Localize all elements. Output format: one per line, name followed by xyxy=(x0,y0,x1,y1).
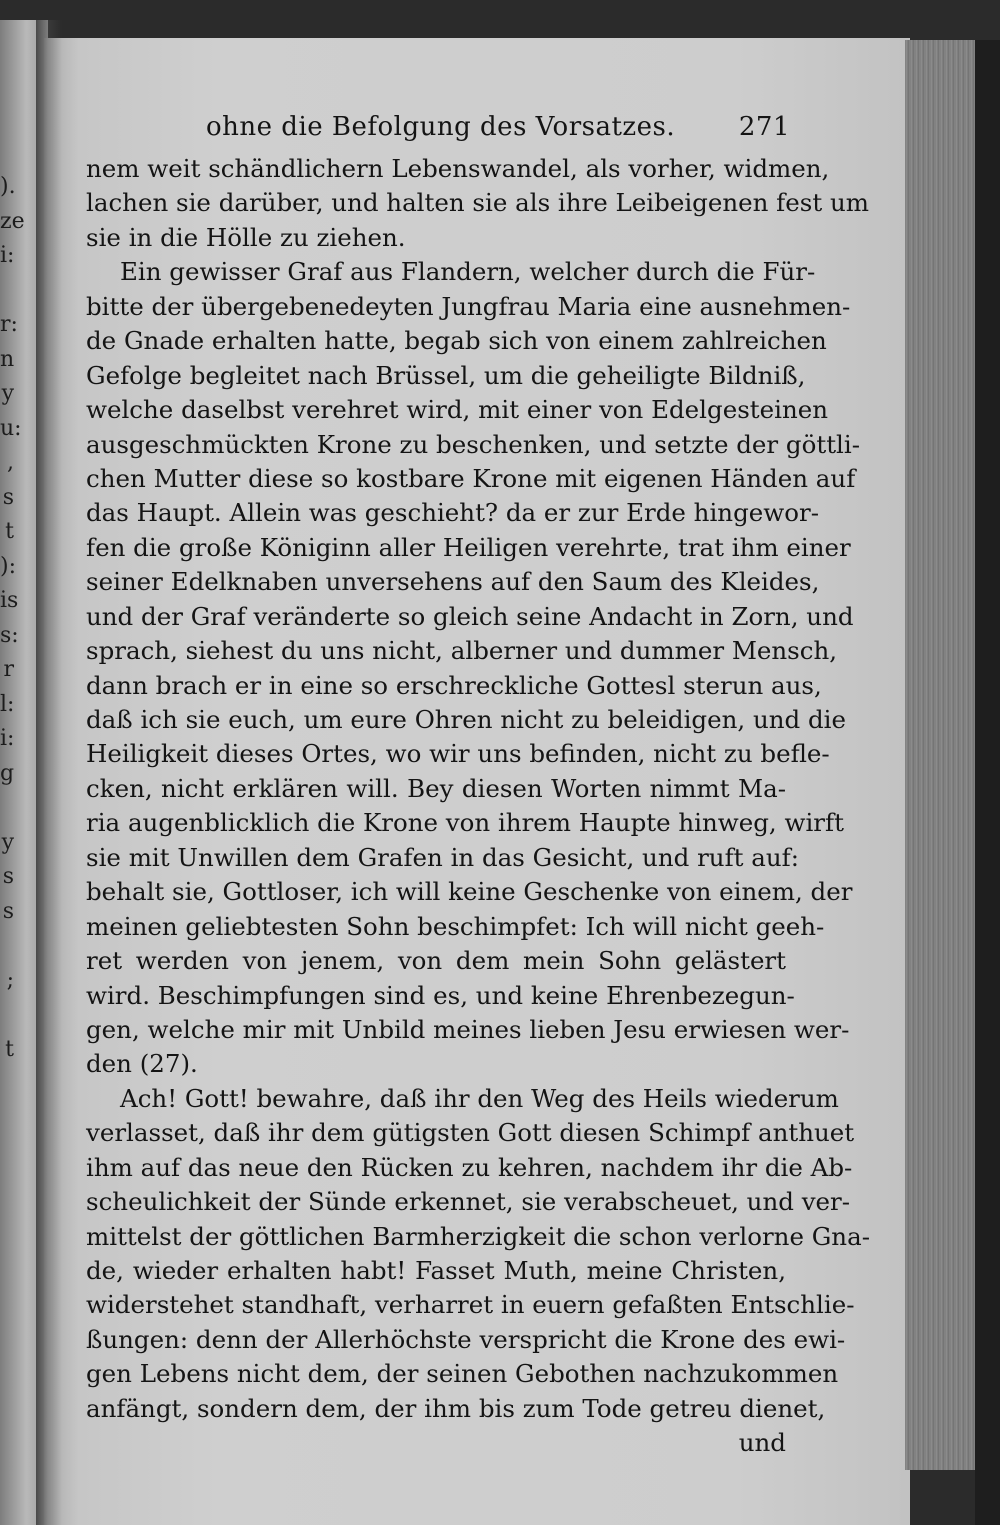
text-line: anfängt, sondern dem, der ihm bis zum Tode getreu dienet, xyxy=(86,1393,826,1423)
text-line: chen Mutter diese so kostbare Krone mit eigenen Händen auf xyxy=(86,463,856,493)
page-number: 271 xyxy=(738,112,790,142)
text-line: welche daselbst verehret wird, mit einer von Edelgesteinen xyxy=(86,395,828,425)
prev-fragment: ): xyxy=(0,553,16,579)
prev-fragment: u: xyxy=(0,415,22,441)
text-line: nem weit schändlichern Lebenswandel, als vorher, widmen, xyxy=(86,154,830,183)
running-title: ohne die Befolgung des Vorsatzes. xyxy=(206,112,676,142)
text-line: den (27). xyxy=(86,1049,198,1079)
text-line: Heiligkeit dieses Ortes, wo wir uns befinden, nicht zu befle- xyxy=(86,739,830,769)
prev-fragment: y xyxy=(1,381,14,406)
prev-fragment: y xyxy=(1,829,14,855)
text-line: gen Lebens nicht dem, der seinen Gebothen nachzukommen xyxy=(86,1359,839,1389)
prev-fragment: i: xyxy=(0,726,15,751)
text-line: cken, nicht erklären will. Bey diesen Worten nimmt Ma- xyxy=(86,773,786,803)
text-line: ret werden von jenem, von dem mein Sohn gelästert xyxy=(86,946,786,976)
catchword: und xyxy=(738,1428,786,1458)
page-edges xyxy=(905,40,975,1470)
prev-fragment: r xyxy=(3,657,14,682)
text-line: dann brach er in eine so erschreckliche Gottesl sterun aus, xyxy=(86,670,822,700)
text-line: gen, welche mir mit Unbild meines lieben Jesu erwiesen wer- xyxy=(86,1014,850,1044)
previous-page-line-endings xyxy=(0,170,25,1067)
text-line: widerstehet standhaft, verharret in euern gefaßten Entschlie- xyxy=(86,1290,855,1320)
prev-fragment: t xyxy=(5,519,14,544)
text-line: Ein gewisser Graf aus Flandern, welcher durch die Für- xyxy=(120,257,816,287)
text-line: mittelst der göttlichen Barmherzigkeit die schon verlorne Gna- xyxy=(86,1221,870,1251)
text-line: sie in die Hölle zu ziehen. xyxy=(86,222,406,252)
text-line: das Haupt. Allein was geschieht? da er zur Erde hingewor- xyxy=(86,498,819,528)
prev-fragment xyxy=(0,929,14,964)
prev-fragment: t xyxy=(5,1036,14,1062)
prev-fragment: s: xyxy=(0,622,19,648)
text-line: Ach! Gott! bewahre, daß ihr den Weg des Heils wiederum xyxy=(120,1083,839,1113)
prev-fragment: i: xyxy=(0,243,15,268)
text-line: und der Graf veränderte so gleich seine Andacht in Zorn, und xyxy=(86,601,854,631)
text-line: Gefolge begleitet nach Brüssel, um die geheiligte Bildniß, xyxy=(86,360,806,390)
text-line: verlasset, daß ihr dem gütigsten Gott diesen Schimpf anthuet xyxy=(86,1118,855,1148)
text-line: fen die große Königinn aller Heiligen verehrte, trat ihm einer xyxy=(86,532,851,562)
text-line: lachen sie darüber, und halten sie als ihre Leibeigenen fest um xyxy=(86,188,869,218)
prev-fragment: s xyxy=(2,898,14,924)
prev-fragment xyxy=(0,274,14,309)
text-line: ßungen: denn der Allerhöchste verspricht die Krone des ewi- xyxy=(86,1324,846,1354)
prev-fragment: ; xyxy=(6,967,14,993)
prev-fragment: n xyxy=(0,346,15,372)
text-line: sprach, siehest du uns nicht, alberner und dummer Mensch, xyxy=(86,636,838,666)
prev-fragment xyxy=(0,998,14,1033)
text-line: de Gnade erhalten hatte, begab sich von einem zahlreichen xyxy=(86,326,827,356)
prev-fragment: is xyxy=(0,588,19,613)
text-line: ausgeschmückten Krone zu beschenken, und setzte der göttli- xyxy=(86,429,860,459)
text-line: seiner Edelknaben unversehens auf den Saum des Kleides, xyxy=(86,567,820,597)
text-line: bitte der übergebenedeyten Jungfrau Maria eine ausnehmen- xyxy=(86,291,851,321)
prev-fragment xyxy=(0,791,14,826)
text-line: ria augenblicklich die Krone von ihrem Haupte hinweg, wirft xyxy=(86,808,844,838)
body-text xyxy=(86,152,870,1461)
text-line: de, wieder erhalten habt! Fasset Muth, meine Christen, xyxy=(86,1256,786,1285)
page-header xyxy=(86,108,790,152)
prev-fragment: s xyxy=(2,484,14,510)
gutter-shadow xyxy=(36,20,62,1525)
text-line: daß ich sie euch, um eure Ohren nicht zu beleidigen, und die xyxy=(86,705,847,734)
page-text-block xyxy=(86,108,870,1461)
book-edge-shadow xyxy=(975,40,1000,1525)
prev-fragment: ). xyxy=(0,174,16,199)
text-line: ihm auf das neue den Rücken zu kehren, nachdem ihr die Ab- xyxy=(86,1152,853,1182)
prev-fragment: , xyxy=(7,450,14,475)
prev-fragment: l: xyxy=(0,691,15,717)
prev-fragment: r: xyxy=(0,312,18,337)
text-line: wird. Beschimpfungen sind es, und keine Ehrenbezegun- xyxy=(86,980,795,1010)
prev-fragment: g xyxy=(0,760,15,786)
text-line: behalt sie, Gottloser, ich will keine Geschenke von einem, der xyxy=(86,877,853,907)
text-line: meinen geliebtesten Sohn beschimpfet: Ich will nicht geeh- xyxy=(86,911,825,941)
text-line: scheulichkeit der Sünde erkennet, sie verabscheuet, und ver- xyxy=(86,1187,851,1217)
text-line: sie mit Unwillen dem Grafen in das Gesicht, und ruft auf: xyxy=(86,842,799,872)
prev-fragment: s xyxy=(2,864,14,889)
prev-fragment: ze xyxy=(0,208,25,234)
